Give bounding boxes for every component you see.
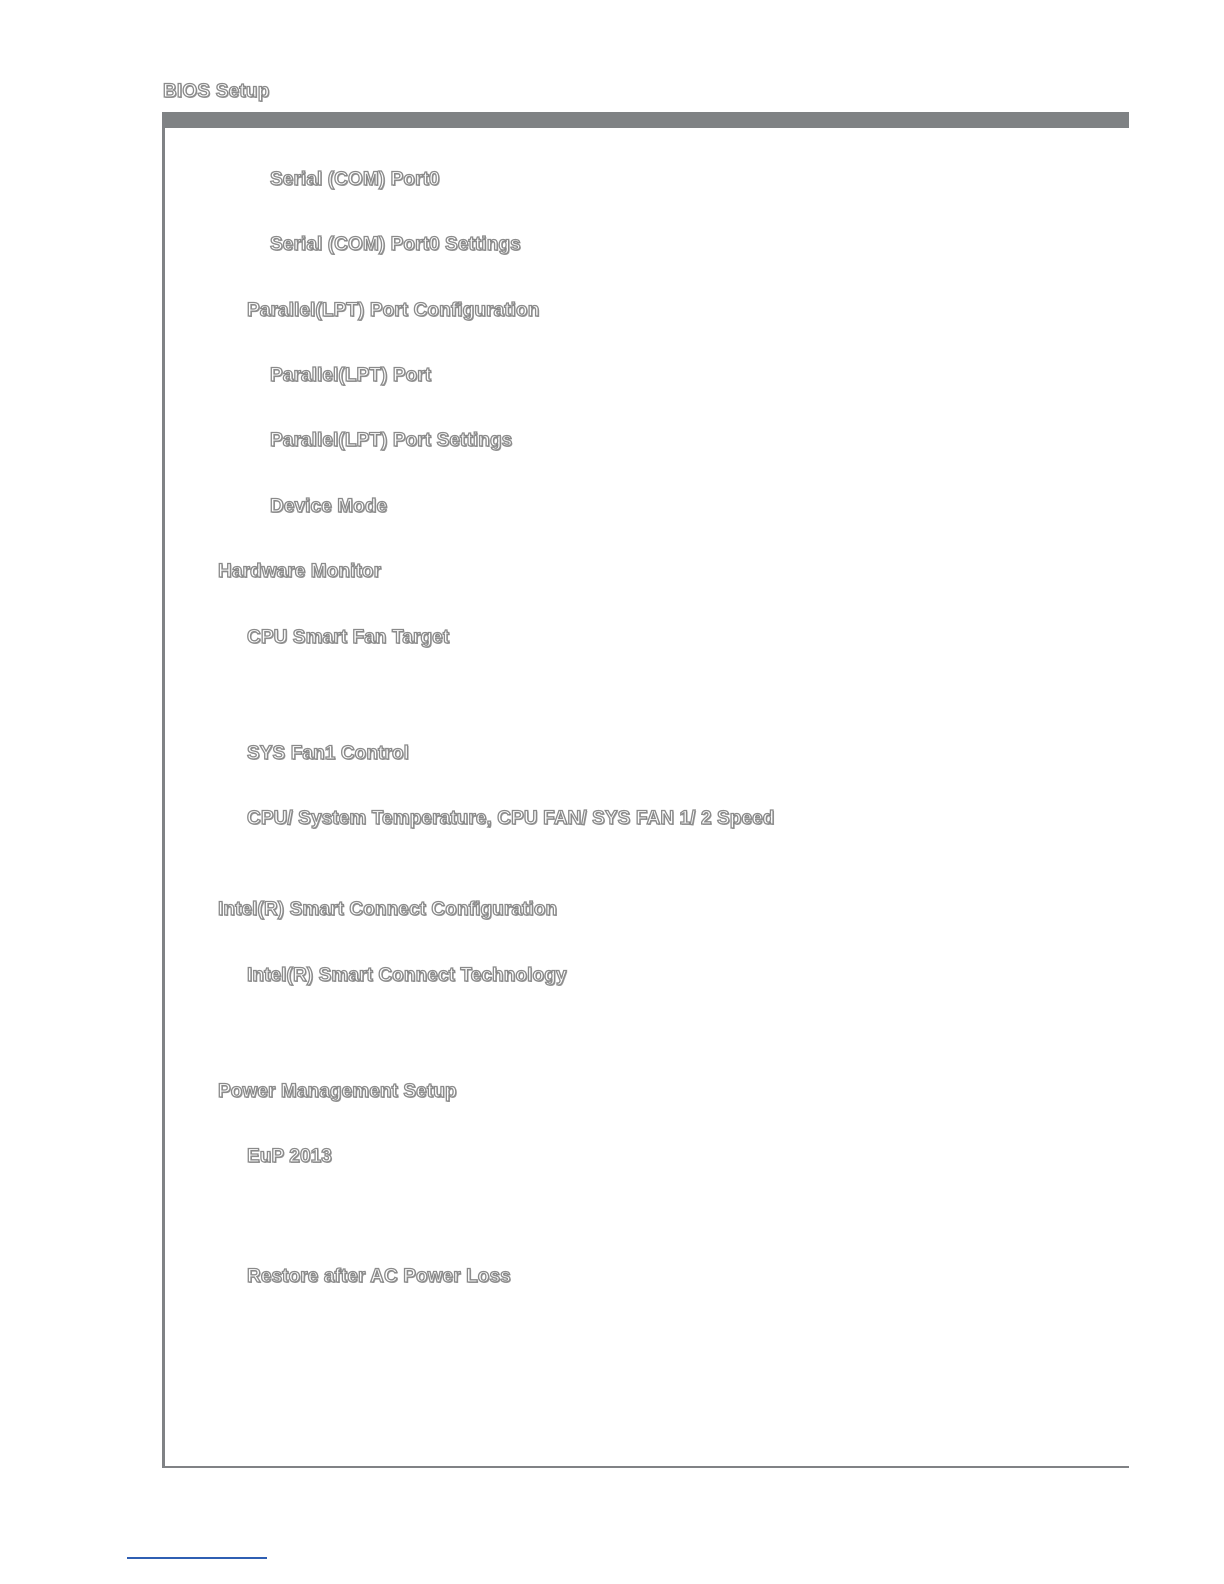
section-power-management-setup: Power Management Setup — [218, 1081, 457, 1102]
item-parallel-lpt-port-configuration: Parallel(LPT) Port Configuration — [247, 300, 540, 321]
item-parallel-lpt-port: Parallel(LPT) Port — [270, 365, 432, 386]
item-smart-connect-technology: Intel(R) Smart Connect Technology — [247, 965, 567, 986]
item-sys-fan1-control: SYS Fan1 Control — [247, 743, 410, 764]
item-cpu-smart-fan-target: CPU Smart Fan Target — [247, 627, 450, 648]
section-smart-connect-configuration: Intel(R) Smart Connect Configuration — [218, 899, 558, 920]
item-serial-com-port0: Serial (COM) Port0 — [270, 169, 440, 190]
item-serial-com-port0-settings: Serial (COM) Port0 Settings — [270, 234, 521, 255]
page-header-title: BIOS Setup — [163, 81, 270, 102]
item-temperature-fan-speed: CPU/ System Temperature, CPU FAN/ SYS FAN 1/ 2 Speed — [247, 808, 775, 829]
footer-link-rule — [127, 1557, 267, 1559]
header-bar — [163, 112, 1129, 128]
item-eup-2013: EuP 2013 — [247, 1146, 332, 1167]
item-parallel-lpt-port-settings: Parallel(LPT) Port Settings — [270, 430, 513, 451]
section-hardware-monitor: Hardware Monitor — [218, 561, 382, 582]
left-border-rule — [162, 112, 165, 1468]
item-device-mode: Device Mode — [270, 496, 388, 517]
bottom-border-rule — [162, 1466, 1129, 1468]
item-restore-after-ac-power-loss: Restore after AC Power Loss — [247, 1266, 511, 1287]
